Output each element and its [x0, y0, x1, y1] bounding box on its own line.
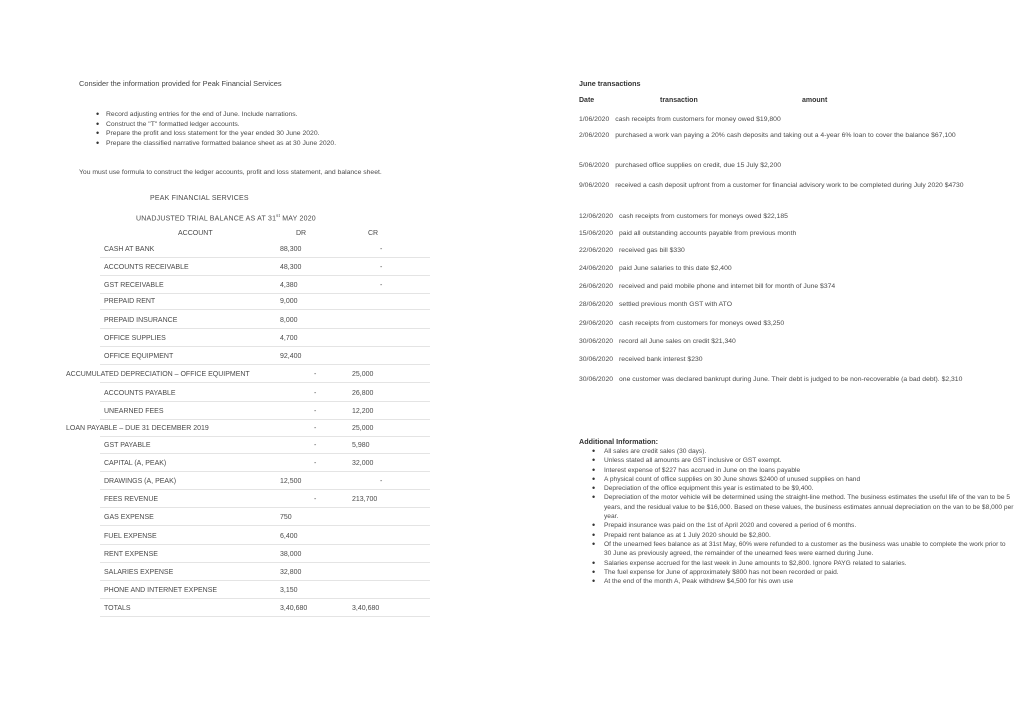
list-item: • All sales are credit sales (30 days). [592, 447, 1014, 456]
row-divider [100, 346, 430, 347]
transaction-text: received gas bill $330 [619, 247, 685, 254]
table-row [0, 282, 520, 297]
credit-value: 3,40,680 [352, 605, 380, 612]
list-item: • Salaries expense accrued for the last week in June amounts to $2,800. Ignore PAYG related to salaries. [592, 559, 1014, 568]
debit-value: 8,000 [280, 317, 298, 324]
additional-info-title: Additional Information: [579, 437, 659, 446]
transaction-text: paid June salaries to this date $2,400 [619, 265, 732, 272]
right-page [520, 0, 1024, 724]
credit-value: 25,000 [352, 425, 374, 432]
account-name: ACCUMULATED DEPRECIATION – OFFICE EQUIPMENT [66, 371, 250, 378]
table-row [0, 605, 520, 620]
row-divider [100, 507, 430, 508]
table-row [0, 335, 520, 350]
transaction-date: 22/06/2020 [579, 247, 614, 254]
debit-value: - [314, 442, 317, 449]
table-row [0, 264, 520, 279]
header-transaction: transaction [660, 97, 698, 104]
list-item: • A physical count of office supplies on 30 June shows $2400 of unused supplies on hand [592, 475, 1014, 484]
credit-value: 213,700 [352, 496, 378, 503]
transaction-date: 30/06/2020 [579, 356, 614, 363]
list-item: • Prepaid rent balance as at 1 July 2020 should be $2,800. [592, 531, 1014, 540]
transaction-date: 29/06/2020 [579, 320, 614, 327]
debit-value: - [314, 460, 317, 467]
account-name: LOAN PAYABLE – DUE 31 DECEMBER 2019 [66, 425, 209, 432]
table-row [0, 298, 520, 313]
account-name: OFFICE SUPPLIES [104, 335, 166, 342]
transaction-item [579, 282, 1009, 292]
row-divider [100, 544, 430, 545]
additional-info-list [592, 447, 1014, 586]
transaction-date: 2/06/2020 [579, 132, 610, 139]
header-amount: amount [802, 97, 828, 104]
account-name: ACCOUNTS RECEIVABLE [104, 264, 189, 271]
credit-value: 25,000 [352, 371, 374, 378]
row-divider [100, 293, 430, 294]
transaction-text: purchased office supplies on credit, due 15 July $2,200 [615, 162, 782, 169]
task-item: • Prepare the profit and loss statement for the year ended 30 June 2020. [96, 129, 426, 139]
transaction-date: 5/06/2020 [579, 162, 610, 169]
account-name: RENT EXPENSE [104, 551, 158, 558]
company-name: PEAK FINANCIAL SERVICES [150, 195, 249, 202]
credit-value: - [380, 264, 383, 271]
transaction-item [579, 161, 1009, 171]
debit-value: - [314, 390, 317, 397]
transaction-item [579, 246, 1009, 256]
transaction-item [579, 319, 1009, 329]
credit-value: 32,000 [352, 460, 374, 467]
table-row [0, 478, 520, 493]
list-item: • The fuel expense for June of approximately $800 has not been recorded or paid. [592, 568, 1014, 577]
list-item: • Depreciation of the motor vehicle will be determined using the straight-line method. The business estimates the useful life of the van to be 5 years, and the residual value to be $16,000. Based on these values, the business estimates annual depreciation on the van to be $8,000 per year. [592, 493, 1014, 521]
account-name: GST RECEIVABLE [104, 282, 164, 289]
transaction-text: cash receipts from customers for moneys owed $22,185 [619, 213, 788, 220]
transaction-text: received a cash deposit upfront from a customer for financial advisory work to be completed during July 2020 $4730 [615, 182, 964, 189]
row-divider [100, 562, 430, 563]
transaction-text: cash receipts from customers for money owed $19,800 [615, 116, 781, 123]
table-row [0, 533, 520, 548]
row-divider [100, 309, 430, 310]
table-row [0, 353, 520, 368]
task-item: • Prepare the classified narrative formatted balance sheet as at 30 June 2020. [96, 139, 426, 149]
debit-value: 32,800 [280, 569, 302, 576]
account-name: ACCOUNTS PAYABLE [104, 390, 176, 397]
debit-value: 6,400 [280, 533, 298, 540]
header-dr: DR [296, 230, 307, 237]
debit-value: 3,150 [280, 587, 298, 594]
row-divider [100, 257, 430, 258]
transaction-date: 24/06/2020 [579, 265, 614, 272]
transaction-text: record all June sales on credit $21,340 [619, 338, 736, 345]
transaction-item [579, 229, 1009, 239]
transaction-text: cash receipts from customers for moneys owed $3,250 [619, 320, 785, 327]
row-divider [100, 401, 430, 402]
credit-value: 26,800 [352, 390, 374, 397]
debit-value: 9,000 [280, 298, 298, 305]
account-name: GAS EXPENSE [104, 514, 154, 521]
account-name: PREPAID RENT [104, 298, 156, 305]
row-divider [100, 471, 430, 472]
table-row [0, 442, 520, 457]
transaction-date: 30/06/2020 [579, 376, 614, 383]
task-list [96, 110, 426, 148]
account-name: FEES REVENUE [104, 496, 159, 503]
task-item: • Construct the "T" formatted ledger accounts. [96, 120, 426, 130]
account-name: FUEL EXPENSE [104, 533, 157, 540]
transaction-item [579, 264, 1009, 274]
list-item: • Interest expense of $227 has accrued in June on the loans payable [592, 466, 1014, 475]
debit-value: - [314, 408, 317, 415]
trial-balance-title-sup: st [276, 213, 281, 218]
account-name: GST PAYABLE [104, 442, 151, 449]
row-divider [100, 525, 430, 526]
transaction-date: 9/06/2020 [579, 182, 610, 189]
debit-value: 4,700 [280, 335, 298, 342]
table-row [0, 246, 520, 261]
transaction-item [579, 181, 1009, 191]
transaction-item [579, 337, 1009, 347]
row-divider [100, 489, 430, 490]
transaction-text: settled previous month GST with ATO [619, 301, 732, 308]
debit-value: - [314, 425, 317, 432]
transaction-text: purchased a work van paying a 20% cash deposits and taking out a 4-year 6% loan to cover the balance $67,100 [615, 132, 956, 139]
row-divider [100, 453, 430, 454]
credit-value: - [380, 282, 383, 289]
debit-value: 750 [280, 514, 292, 521]
row-divider [100, 616, 430, 617]
transaction-date: 26/06/2020 [579, 283, 614, 290]
list-item: • Of the unearned fees balance as at 31st May, 60% were refunded to a customer as the business was unable to complete the work prior to 30 June as previously agreed, the remainder of the unearned fees were earned during June. [592, 540, 1014, 559]
transaction-date: 12/06/2020 [579, 213, 614, 220]
list-item: • Depreciation of the office equipment this year is estimated to be $9,400. [592, 484, 1014, 493]
table-row [0, 371, 520, 386]
row-divider [100, 580, 430, 581]
account-name: DRAWINGS (A, PEAK) [104, 478, 177, 485]
row-divider [100, 275, 430, 276]
debit-value: 48,300 [280, 264, 302, 271]
transaction-text: received bank interest $230 [619, 356, 703, 363]
transaction-date: 15/06/2020 [579, 230, 614, 237]
debit-value: - [314, 496, 317, 503]
row-divider [100, 364, 430, 365]
june-transactions-title: June transactions [579, 79, 641, 88]
account-name: PHONE AND INTERNET EXPENSE [104, 587, 218, 594]
row-divider [100, 419, 430, 420]
transaction-date: 1/06/2020 [579, 116, 610, 123]
trial-balance-title [136, 213, 316, 222]
trial-balance-title-main: UNADJUSTED TRIAL BALANCE AS AT 31 [136, 215, 277, 223]
intro-text: Consider the information provided for Peak Financial Services [79, 79, 282, 88]
table-row [0, 587, 520, 602]
transaction-date: 30/06/2020 [579, 338, 614, 345]
debit-value: 92,400 [280, 353, 302, 360]
row-divider [100, 598, 430, 599]
table-row [0, 317, 520, 332]
transaction-item [579, 355, 1009, 365]
transaction-item [579, 300, 1009, 310]
row-divider [100, 436, 430, 437]
list-item: • Unless stated all amounts are GST inclusive or GST exempt. [592, 456, 1014, 465]
debit-value: - [314, 371, 317, 378]
transaction-date: 28/06/2020 [579, 301, 614, 308]
debit-value: 4,380 [280, 282, 298, 289]
transaction-text: paid all outstanding accounts payable from previous month [619, 230, 797, 237]
account-name: CASH AT BANK [104, 246, 155, 253]
debit-value: 88,300 [280, 246, 302, 253]
transaction-item [579, 375, 1009, 385]
debit-value: 38,000 [280, 551, 302, 558]
account-name: OFFICE EQUIPMENT [104, 353, 174, 360]
formula-note: You must use formula to construct the ledger accounts, profit and loss statement, and balance sheet. [79, 169, 382, 176]
transaction-text: received and paid mobile phone and internet bill for month of June $374 [619, 283, 836, 290]
table-row [0, 514, 520, 529]
row-divider [100, 328, 430, 329]
trial-balance-title-end: MAY 2020 [282, 215, 316, 223]
table-row [0, 569, 520, 584]
transaction-item [579, 115, 1009, 125]
header-cr: CR [368, 230, 379, 237]
table-row [0, 496, 520, 511]
header-date: Date [579, 97, 595, 104]
list-item: • At the end of the month A, Peak withdrew $4,500 for his own use [592, 577, 1014, 586]
transaction-text: one customer was declared bankrupt during June. Their debt is judged to be non-recoverable (a bad debt). $2,310 [619, 376, 963, 383]
account-name: CAPITAL (A, PEAK) [104, 460, 167, 467]
credit-value: 5,980 [352, 442, 370, 449]
credit-value: - [380, 246, 383, 253]
debit-value: 12,500 [280, 478, 302, 485]
account-name: SALARIES EXPENSE [104, 569, 174, 576]
list-item: • Prepaid insurance was paid on the 1st of April 2020 and covered a period of 6 months. [592, 521, 1014, 530]
table-row [0, 425, 520, 440]
trial-balance-header [0, 230, 520, 245]
credit-value: 12,200 [352, 408, 374, 415]
transaction-item [579, 212, 1009, 222]
header-account: ACCOUNT [178, 230, 213, 237]
account-name: UNEARNED FEES [104, 408, 164, 415]
account-name: PREPAID INSURANCE [104, 317, 178, 324]
table-row [0, 408, 520, 423]
transaction-item [579, 131, 1009, 141]
table-row [0, 390, 520, 405]
table-row [0, 551, 520, 566]
row-divider [100, 382, 430, 383]
credit-value: - [380, 478, 383, 485]
account-name: TOTALS [104, 605, 131, 612]
task-item: • Record adjusting entries for the end of June. Include narrations. [96, 110, 426, 120]
debit-value: 3,40,680 [280, 605, 308, 612]
table-row [0, 460, 520, 475]
